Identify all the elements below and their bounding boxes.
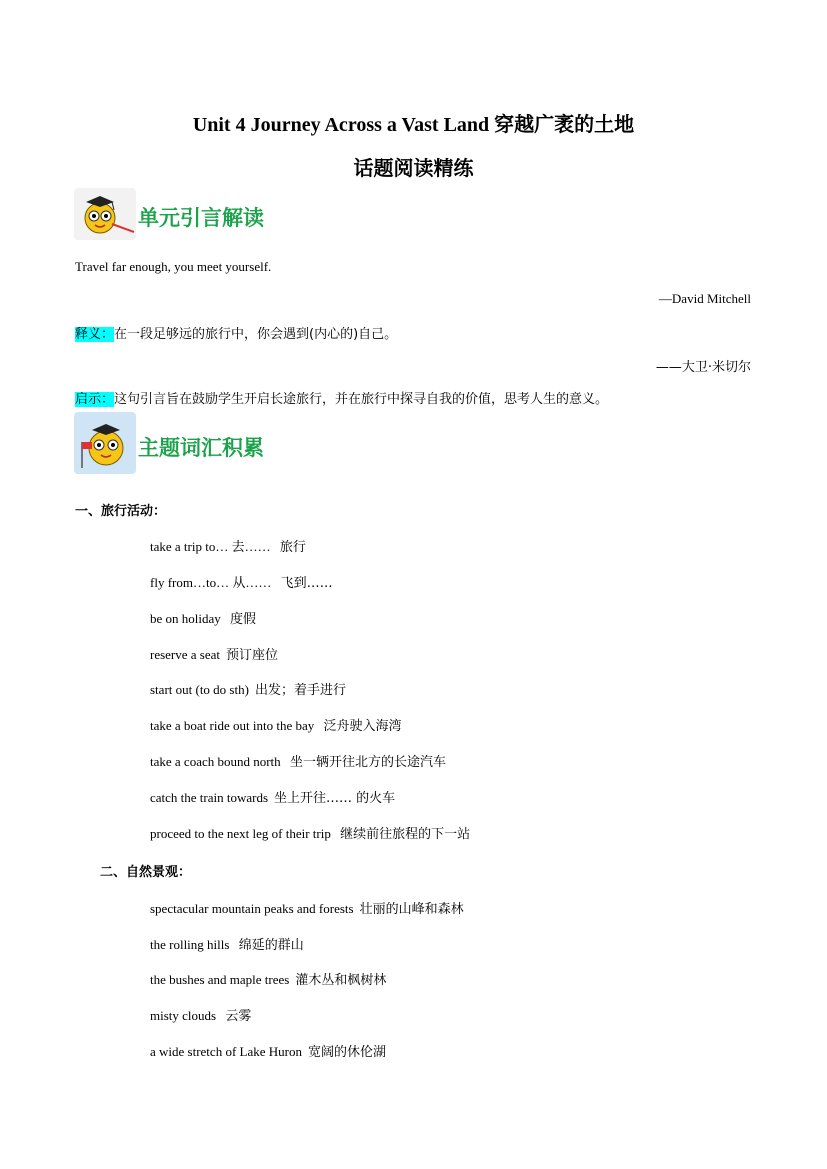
vocab-group-title: 二、自然景观：	[100, 865, 192, 880]
list-item: take a trip to… 去…… 旅行	[150, 539, 306, 555]
list-item: catch the train towards 坐上开往…… 的火车	[150, 790, 396, 806]
graduate-mascot-flag-icon	[74, 412, 136, 474]
list-item: take a coach bound north 坐一辆开往北方的长途汽车	[150, 754, 446, 770]
meaning-label: 释义：	[75, 327, 115, 342]
quote-author-zh: ——大卫·米切尔	[655, 360, 751, 375]
list-item: spectacular mountain peaks and forests 壮丽的山峰和森林	[150, 901, 464, 917]
list-item: reserve a seat 预订座位	[150, 647, 279, 663]
insight-label: 启示：	[75, 392, 115, 407]
list-item: misty clouds 云雾	[150, 1008, 252, 1024]
insight-line	[75, 388, 608, 407]
graduate-mascot-icon	[74, 188, 136, 240]
page-title: Unit 4 Journey Across a Vast Land 穿越广袤的土地	[192, 114, 635, 136]
insight-text: 这句引言旨在鼓励学生开启长途旅行，并在旅行中探寻自我的价值，思考人生的意义。	[114, 392, 609, 407]
list-item: proceed to the next leg of their trip 继续前往旅程的下一站	[150, 826, 471, 842]
list-item: the bushes and maple trees 灌木丛和枫树林	[150, 972, 387, 988]
list-item: take a boat ride out into the bay 泛舟驶入海湾	[150, 718, 402, 734]
quote-section-title: 单元引言解读	[138, 206, 264, 230]
quote-author-en: —David Mitchell	[658, 291, 751, 306]
vocab-section-title: 主题词汇积累	[138, 436, 264, 460]
list-item: fly from…to… 从…… 飞到……	[150, 575, 333, 591]
page-subtitle: 话题阅读精练	[353, 158, 474, 180]
quote-text: Travel far enough, you meet yourself.	[75, 259, 272, 274]
list-item: the rolling hills 绵延的群山	[150, 937, 304, 953]
meaning-text: 在一段足够远的旅行中，你会遇到(内心的)自己。	[114, 327, 398, 342]
vocab-group-title: 一、旅行活动：	[75, 504, 167, 519]
meaning-line	[75, 323, 397, 342]
list-item: a wide stretch of Lake Huron 宽阔的休伦湖	[150, 1044, 386, 1060]
list-item: start out (to do sth) 出发；着手进行	[150, 682, 346, 698]
list-item: be on holiday 度假	[150, 611, 257, 627]
